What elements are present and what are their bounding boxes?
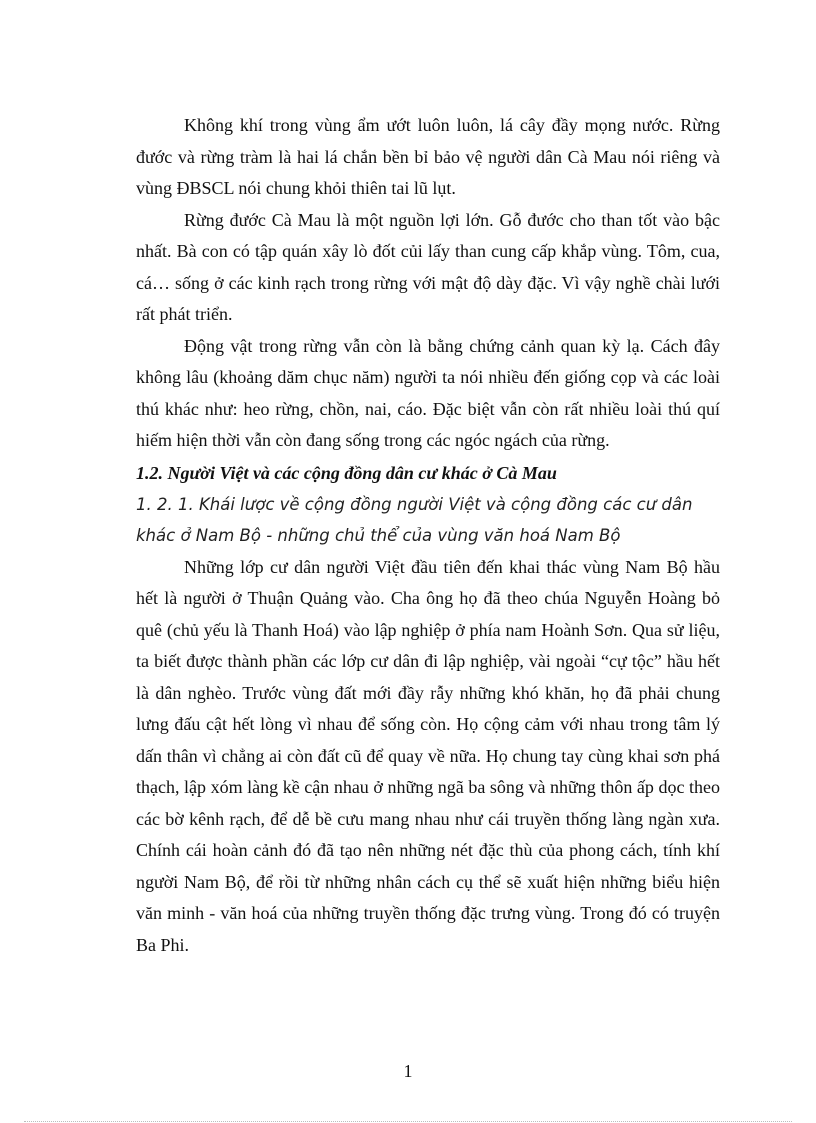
page-content (136, 110, 720, 961)
section-heading: 1.2. Người Việt và các cộng đồng dân cư khác ở Cà Mau (136, 462, 557, 483)
page-bottom-divider (24, 1121, 792, 1122)
paragraph-wildlife: Động vật trong rừng vẫn còn là bằng chứng cảnh quan kỳ lạ. Cách đây không lâu (khoảng dăm chục năm) người ta nói nhiều đến giống cọp và các loài thú khác như: heo rừng, chồn, nai, cáo. Đặc biệt vẫn còn rất nhiều loài thú quí hiếm hiện thời vẫn còn đang sống trong các ngóc ngách của rừng. (136, 335, 720, 450)
subsection-heading: 1. 2. 1. Khái lược về cộng đồng người Việt và cộng đồng các cư dân khác ở Nam Bộ - những chủ thể của vùng văn hoá Nam Bộ (136, 494, 693, 545)
paragraph-climate: Không khí trong vùng ẩm ướt luôn luôn, lá cây đầy mọng nước. Rừng đước và rừng tràm là hai lá chắn bền bỉ bảo vệ người dân Cà Mau nói riêng và vùng ĐBSCL nói chung khỏi thiên tai lũ lụt. (136, 115, 720, 198)
paragraph-mangrove-resources: Rừng đước Cà Mau là một nguồn lợi lớn. Gỗ đước cho than tốt vào bậc nhất. Bà con có tập quán xây lò đốt củi lấy than cung cấp khắp vùng. Tôm, cua, cá… sống ở các kinh rạch trong rừng với mật độ dày đặc. Vì vậy nghề chài lưới rất phát triển. (136, 209, 720, 324)
page-number: 1 (403, 1061, 413, 1081)
paragraph-settlers: Những lớp cư dân người Việt đầu tiên đến khai thác vùng Nam Bộ hầu hết là người ở Thuận Quảng vào. Cha ông họ đã theo chúa Nguyễn Hoàng bỏ quê (chủ yếu là Thanh Hoá) vào lập nghiệp ở phía nam Hoành Sơn. Qua sử liệu, ta biết được thành phần các lớp cư dân đi lập nghiệp, vài ngoài “cự tộc” hầu hết là dân nghèo. Trước vùng đất mới đầy rẫy những khó khăn, họ đã phải chung lưng đấu cật hết lòng vì nhau để sống còn. Họ cộng cảm với nhau trong tâm lý dấn thân vì chẳng ai còn đất cũ để quay về nữa. Họ chung tay cùng khai sơn phá thạch, lập xóm làng kề cận nhau ở những ngã ba sông và những thôn ấp dọc theo các bờ kênh rạch, để dễ bề cưu mang nhau như cái truyền thống làng ngàn xưa. Chính cái hoàn cảnh đó đã tạo nên những nét đặc thù của phong cách, tính khí người Nam Bộ, để rồi từ những nhân cách cụ thể sẽ xuất hiện những biểu hiện văn minh - văn hoá của những truyền thống đặc trưng vùng. Trong đó có truyện Ba Phi. (136, 556, 720, 955)
